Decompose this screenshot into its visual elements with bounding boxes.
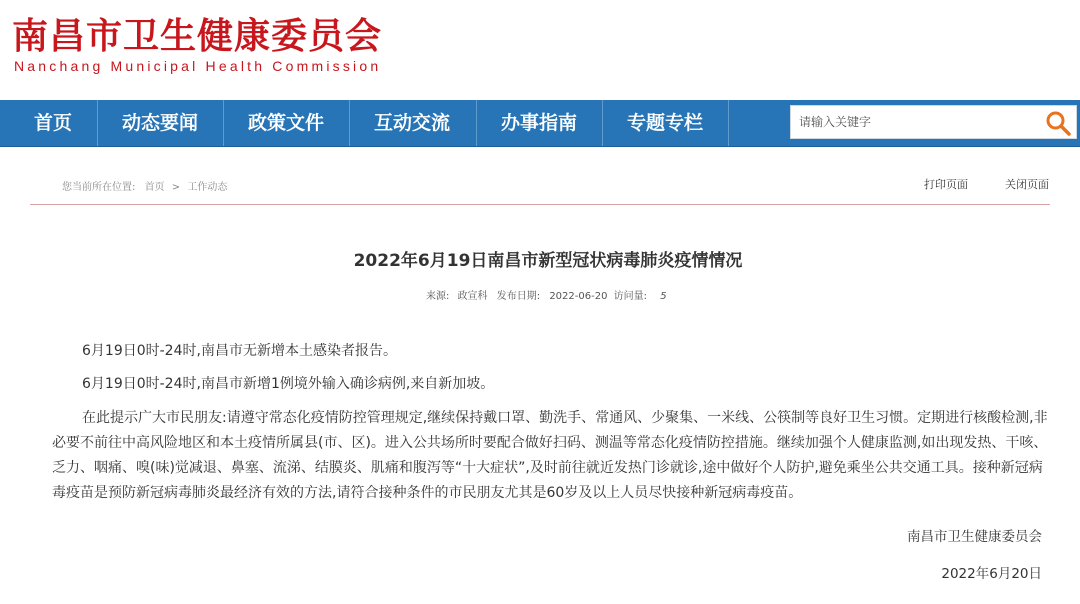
nav-divider [728,100,729,146]
nav-item-home[interactable]: 首页 [33,112,72,134]
nav-item-topics[interactable]: 专题专栏 [626,112,703,134]
article-meta [426,287,667,302]
article-signature: 南昌市卫生健康委员会 [907,529,1042,545]
search-input[interactable] [791,106,1031,138]
site-logo-en: Nanchang Municipal Health Commission [14,58,382,74]
search-box [790,105,1077,139]
site-logo-cn[interactable]: 南昌市卫生健康委员会 [12,15,383,57]
article-paragraph: 6月19日0时-24时,南昌市新增1例境外输入确诊病例,来自新加坡。 [82,376,495,392]
search-icon [1044,109,1072,137]
meta-source: 政宣科 [457,291,488,302]
article-sign-date: 2022年6月20日 [941,566,1042,582]
article-paragraph: 6月19日0时-24时,南昌市无新增本土感染者报告。 [82,343,397,359]
close-page-link[interactable]: 关闭页面 [1005,178,1049,191]
breadcrumb-prefix: 您当前所在位置: [62,182,136,193]
breadcrumb [62,178,227,193]
search-button[interactable] [1044,109,1072,137]
meta-source-label: 来源: [426,291,450,302]
meta-views: 5 [660,291,667,302]
print-page-link[interactable]: 打印页面 [924,178,968,191]
breadcrumb-home[interactable]: 首页 [144,182,165,193]
breadcrumb-separator: > [171,182,181,193]
article-paragraph: 在此提示广大市民朋友:请遵守常态化疫情防控管理规定,继续保持戴口罩、勤洗手、常通风、少聚集、一米线、公筷制等良好卫生习惯。定期进行核酸检测,非必要不前往中高风险地区和本土疫情所属县(市、区)。进入公共场所时要配合做好扫码、测温等常态化疫情防控措施。继续加强个人健康监测,如出现发热、干咳、乏力、咽痛、嗅(味)觉减退、鼻塞、流涕、结膜炎、肌痛和腹泻等“十大症状”,及时前往就近发热门诊就诊,途中做好个人防护,避免乘坐公共交通工具。接种新冠病毒疫苗是预防新冠病毒肺炎最经济有效的方法,请符合接种条件的市民朋友尤其是60岁及以上人员尽快接种新冠病毒疫苗。 [52,410,1048,501]
content-divider [30,204,1050,205]
nav-item-policy[interactable]: 政策文件 [247,112,324,134]
meta-views-label: 访问量: [613,291,647,302]
nav-item-interaction[interactable]: 互动交流 [373,112,450,134]
breadcrumb-current[interactable]: 工作动态 [187,182,228,193]
nav-item-news[interactable]: 动态要闻 [121,112,198,134]
article-title: 2022年6月19日南昌市新型冠状病毒肺炎疫情情况 [353,251,743,271]
site-header [0,0,1080,100]
meta-date: 2022-06-20 [549,291,608,302]
meta-date-label: 发布日期: [496,291,541,302]
nav-item-guide[interactable]: 办事指南 [500,112,577,134]
